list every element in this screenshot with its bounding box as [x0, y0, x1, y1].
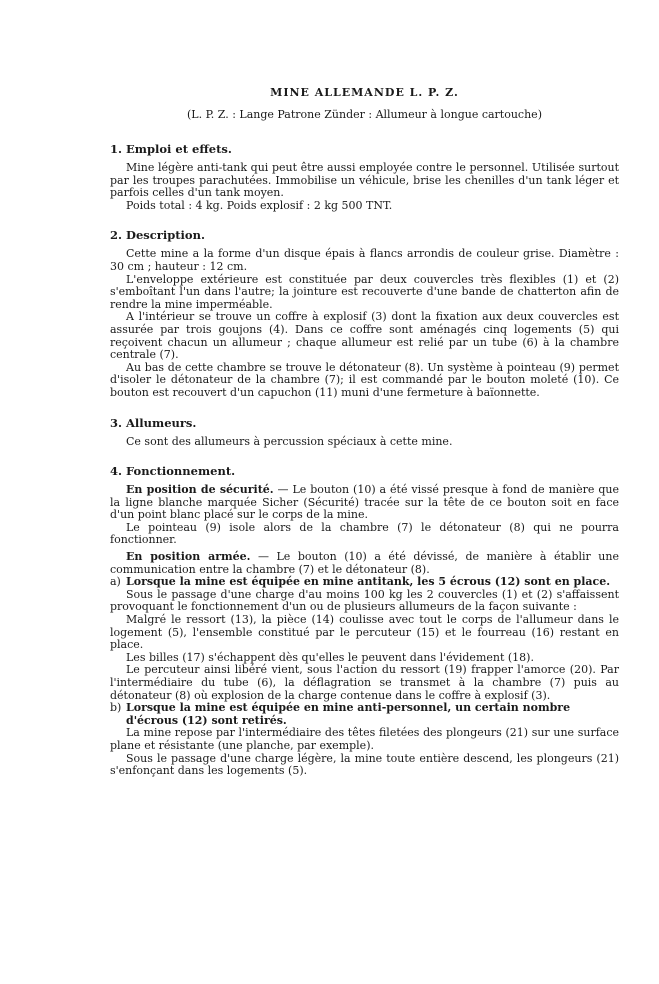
paragraph: Le percuteur ainsi libéré vient, sous l'action du ressort (19) frapper l'amorce (20). Par l'intermédiaire du tube (6), la déflagration se transmet à la chambre (7) puis au détonateur (8) où explosion de la charge contenue dans le coffre à explosif (3). — [110, 663, 619, 702]
section-allumeurs — [110, 416, 619, 449]
paragraph-armee — [110, 551, 619, 576]
list-item-a — [110, 576, 619, 589]
list-item-text: Lorsque la mine est équipée en mine anti-personnel, un certain nombre d'écrous (12) sont retirés. — [126, 701, 571, 727]
paragraph: Au bas de cette chambre se trouve le détonateur (8). Un système à pointeau (9) permet d'isoler le détonateur de la chambre (7); il est commandé par le bouton moleté (10). Ce bouton est recouvert d'un capuchon (11) muni d'une fermeture à baïonnette. — [110, 360, 619, 399]
paragraph: Mine légère anti-tank qui peut être aussi employée contre le personnel. Utilisée surtout par les troupes parachutées. Immobilise un véhicule, brise les chenilles d'un tank léger et parfois celles d'un tank moyen. — [110, 161, 619, 200]
paragraph: La mine repose par l'intermédiaire des têtes filetées des plongeurs (21) sur une surface plane et résistante (une planche, par exemple). — [110, 726, 619, 752]
document-subtitle: (L. P. Z. : Lange Patrone Zünder : Allumeur à longue cartouche) — [187, 108, 542, 121]
lead-armee: En position armée. — [126, 550, 251, 564]
paragraph-securite — [110, 484, 619, 522]
text-armee: — Le bouton (10) a été dévissé, de manière à établir une communication entre la chambre (7) et le détonateur (8). — [110, 550, 619, 576]
section-heading-allumeurs: 3. Allumeurs. — [110, 415, 197, 430]
section-heading-emploi: 1. Emploi et effets. — [110, 142, 232, 156]
section-description — [110, 228, 619, 399]
document-title: MINE ALLEMANDE L. P. Z. — [270, 86, 459, 99]
paragraph: Sous le passage d'une charge d'au moins 100 kg les 2 couvercles (1) et (2) s'affaissent provoquant le fonctionnement d'un ou de plusieurs allumeurs de la façon suivante : — [110, 587, 619, 614]
paragraph: Cette mine a la forme d'un disque épais à flancs arrondis de couleur grise. Diamètre : 30 cm ; hauteur : 12 cm. — [110, 247, 619, 273]
paragraph: Malgré le ressort (13), la pièce (14) coulisse avec tout le corps de l'allumeur dans le logement (5), l'ensemble constitué par le percuteur (15) et le fourreau (16) restant en place. — [110, 613, 619, 652]
paragraph: A l'intérieur se trouve un coffre à explosif (3) dont la fixation aux deux couvercles est assurée par trois goujons (4). Dans ce coffre sont aménagés cinq logements (5) qui reçoivent chacun un allumeur ; chaque allumeur est relié par un tube (6) à la chambre centrale (7). — [110, 310, 619, 362]
paragraph: Le pointeau (9) isole alors de la chambre (7) le détonateur (8) qui ne pourra fonctionner. — [110, 520, 619, 547]
paragraph: Ce sont des allumeurs à percussion spéciaux à cette mine. — [126, 434, 453, 448]
paragraph: L'enveloppe extérieure est constituée par deux couvercles très flexibles (1) et (2) s'emboîtant l'un dans l'autre; la jointure est recouverte d'une bande de chatterton afin de rendre la mine imperméable. — [110, 272, 619, 311]
lead-securite: En position de sécurité. — [126, 483, 274, 497]
list-marker: b) — [110, 701, 122, 715]
list-item-b — [110, 702, 619, 727]
list-marker: a) — [110, 575, 121, 589]
paragraph: Sous le passage d'une charge légère, la mine toute entière descend, les plongeurs (21) s'enfonçant dans les logements (5). — [110, 751, 619, 778]
section-heading-description: 2. Description. — [110, 228, 205, 243]
paragraph: Poids total : 4 kg. Poids explosif : 2 kg 500 TNT. — [126, 198, 393, 212]
list-item-text: Lorsque la mine est équipée en mine antitank, les 5 écrous (12) sont en place. — [126, 575, 611, 589]
text-securite: — Le bouton (10) a été vissé presque à fond de manière que la ligne blanche marquée Sicher (Sécurité) tracée sur la tête de ce bouton soit en face d'un point blanc placé sur le corps de la mine. — [110, 483, 620, 522]
section-fonctionnement — [110, 464, 619, 778]
section-emploi — [110, 142, 619, 212]
paragraph: Les billes (17) s'échappent dès qu'elles le peuvent dans l'évidement (18). — [126, 650, 534, 664]
section-heading-fonctionnement: 4. Fonctionnement. — [110, 464, 236, 479]
